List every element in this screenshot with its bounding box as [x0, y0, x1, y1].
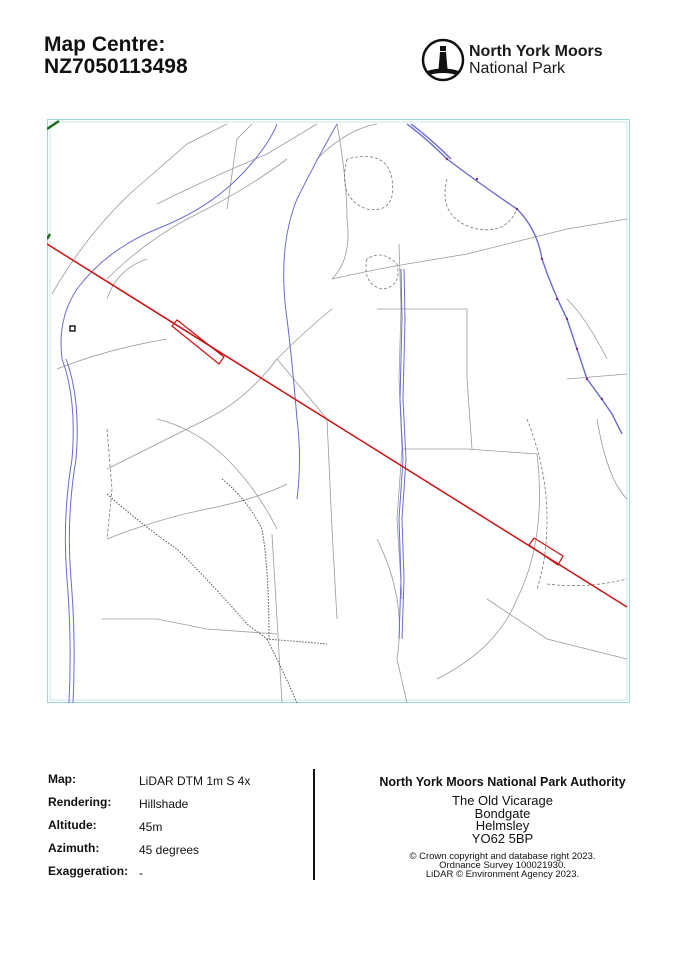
info-value: -: [139, 866, 143, 880]
info-label: Altitude:: [48, 818, 97, 832]
address-line: Helmsley: [475, 818, 530, 833]
authority-name: North York Moors National Park Authority: [379, 775, 626, 789]
title-line-1: Map Centre:: [44, 33, 166, 56]
lighthouse-logo-icon: [421, 38, 465, 82]
address-line: The Old Vicarage: [452, 793, 553, 808]
park-logo: [421, 38, 621, 84]
copyright-line: LiDAR © Environment Agency 2023.: [425, 869, 580, 880]
copyright-notice: [360, 852, 645, 879]
address-line: YO62 5BP: [471, 830, 534, 846]
authority-address: [360, 795, 645, 845]
authority-block: [360, 775, 645, 879]
info-label: Rendering:: [48, 795, 112, 809]
logo-text-line-1: North York Moors: [469, 43, 603, 60]
copyright-line: Ordnance Survey 100021930.: [439, 860, 566, 871]
info-value: Hillshade: [139, 797, 189, 811]
address-line: Bondgate: [474, 805, 531, 821]
info-value: 45 degrees: [139, 843, 200, 857]
map-extract[interactable]: [47, 119, 630, 703]
info-label: Map:: [48, 772, 76, 786]
grid-reference: NZ7050113498: [44, 55, 188, 78]
info-value: LiDAR DTM 1m S 4x: [139, 774, 251, 788]
copyright-line: © Crown copyright and database right 2023.: [409, 851, 596, 862]
info-value: 45m: [139, 820, 163, 834]
info-label: Azimuth:: [48, 841, 100, 855]
vertical-divider: [313, 769, 315, 880]
map-centre-title: [44, 34, 188, 78]
logo-text-line-2: National Park: [469, 60, 566, 77]
info-label: Exaggeration:: [48, 864, 129, 878]
